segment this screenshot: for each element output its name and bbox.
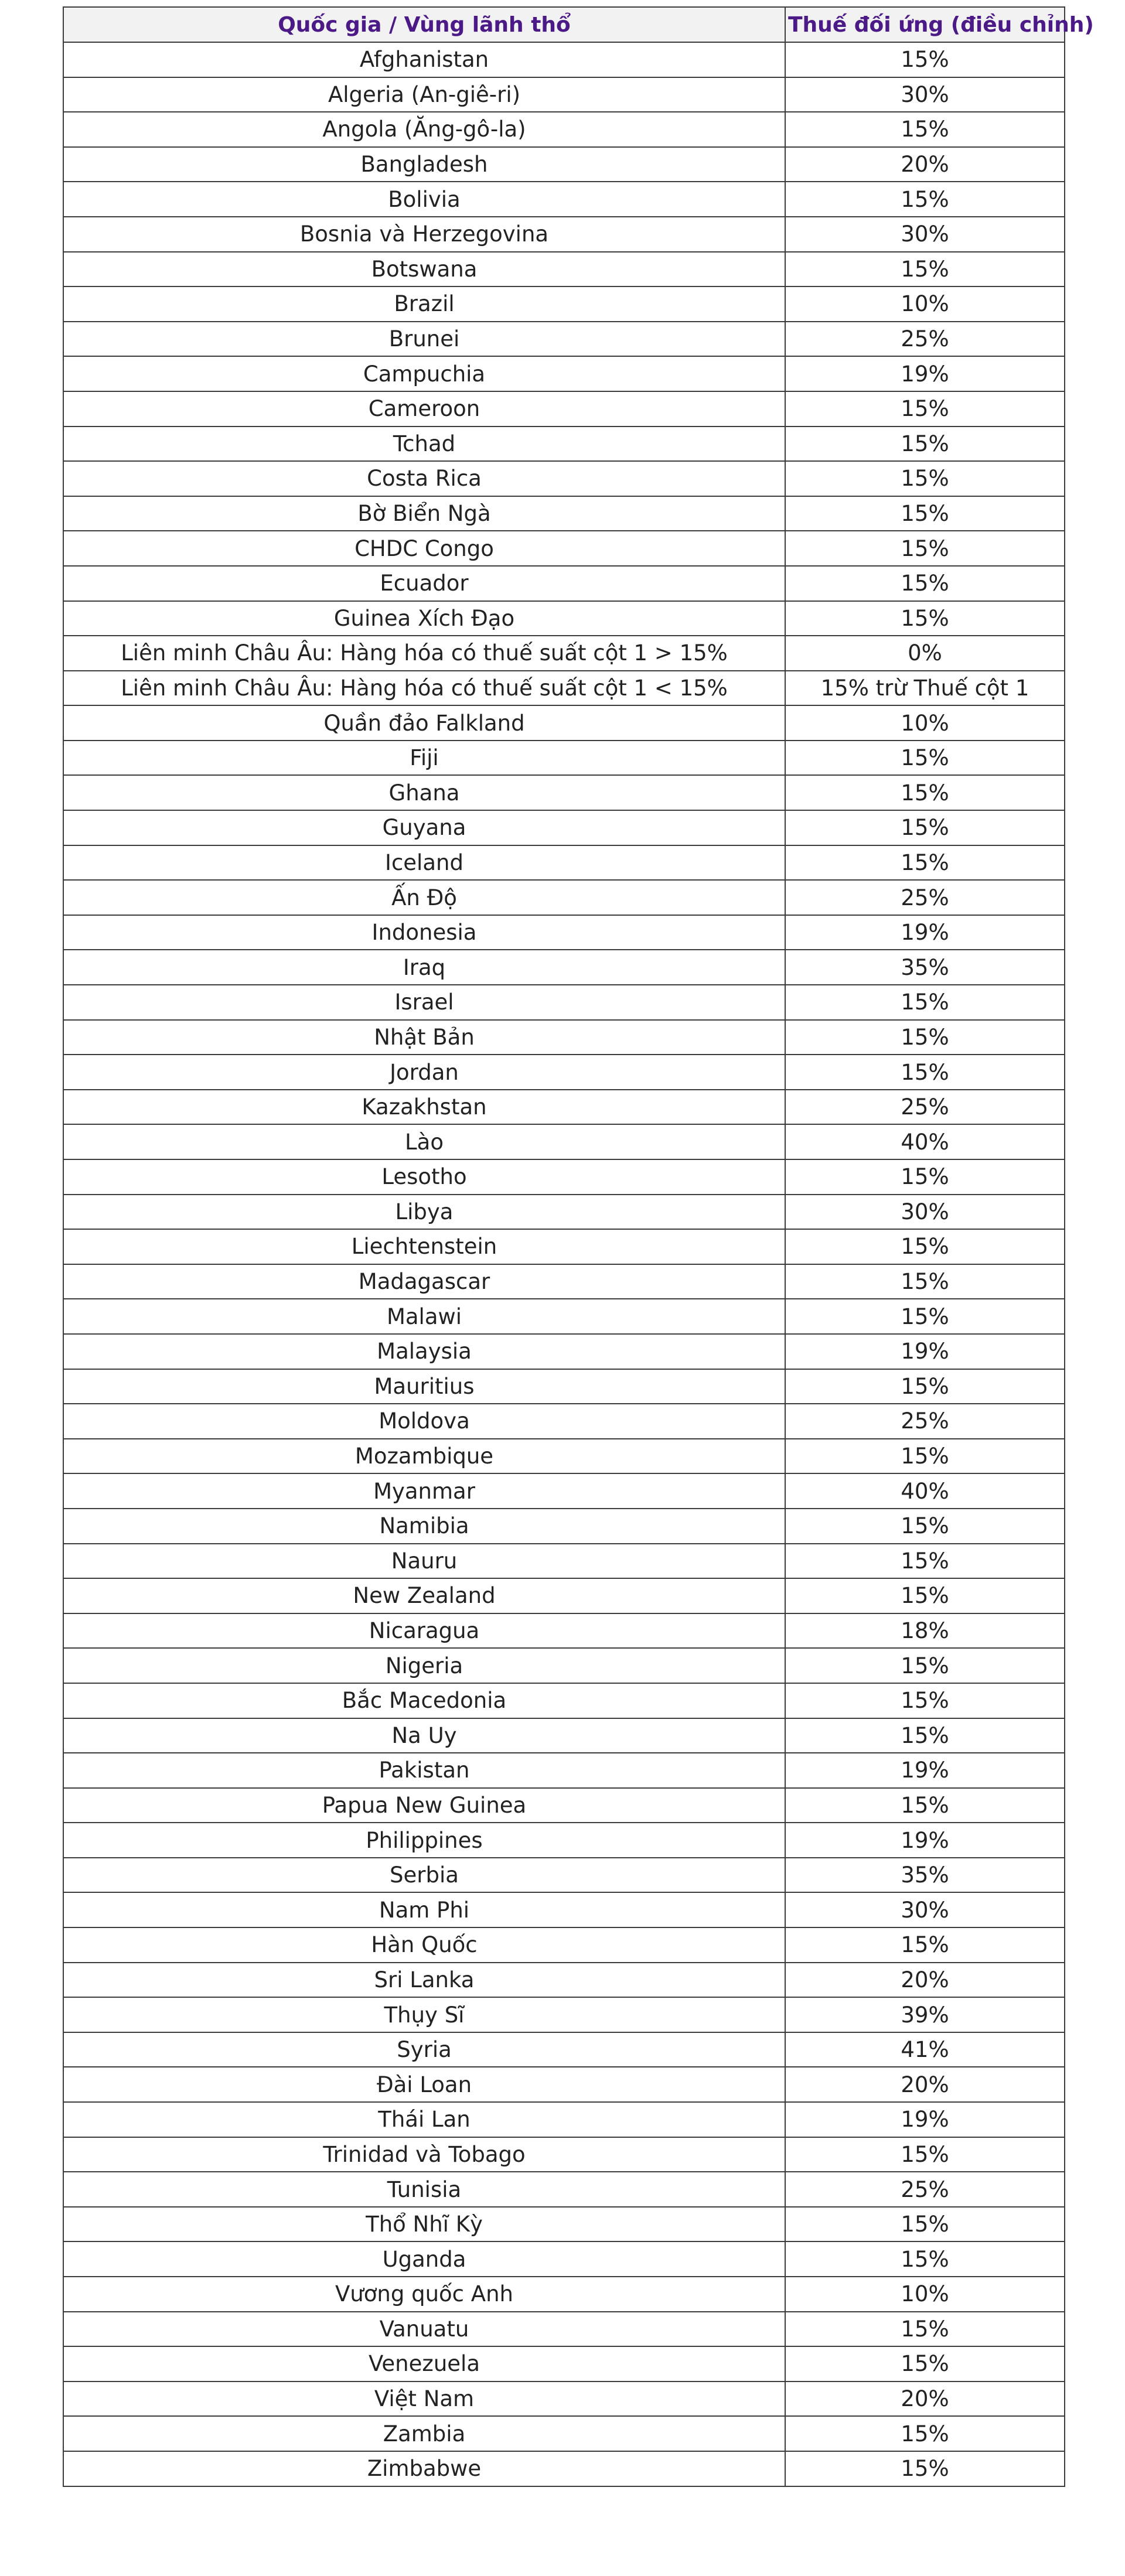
- rate-cell: 19%: [785, 2102, 1065, 2137]
- rate-cell: 40%: [785, 1124, 1065, 1159]
- table-row: [63, 1823, 1065, 1858]
- table-row: [63, 1509, 1065, 1544]
- country-cell: Papua New Guinea: [63, 1788, 785, 1823]
- rate-cell: 10%: [785, 286, 1065, 322]
- table-row: [63, 2137, 1065, 2172]
- country-cell: Malawi: [63, 1299, 785, 1334]
- rate-cell: 15%: [785, 112, 1065, 147]
- table-row: [63, 2277, 1065, 2312]
- country-cell: Kazakhstan: [63, 1090, 785, 1125]
- table-row: [63, 1439, 1065, 1474]
- country-cell: Angola (Ăng-gô-la): [63, 112, 785, 147]
- country-cell: Ecuador: [63, 566, 785, 601]
- country-cell: Venezuela: [63, 2346, 785, 2381]
- rate-cell: 25%: [785, 1404, 1065, 1439]
- table-row: [63, 880, 1065, 915]
- country-cell: Zimbabwe: [63, 2451, 785, 2486]
- country-cell: Thái Lan: [63, 2102, 785, 2137]
- table-row: [63, 1124, 1065, 1159]
- rate-cell: 19%: [785, 1334, 1065, 1369]
- rate-cell: 15%: [785, 2451, 1065, 2486]
- table-row: [63, 1892, 1065, 1927]
- country-cell: Fiji: [63, 741, 785, 776]
- table-row: [63, 741, 1065, 776]
- table-row: [63, 671, 1065, 706]
- table-row: [63, 705, 1065, 741]
- rate-cell: 20%: [785, 2381, 1065, 2417]
- table-row: [63, 1788, 1065, 1823]
- table-row: [63, 252, 1065, 287]
- table-row: [63, 217, 1065, 252]
- table-row: [63, 2451, 1065, 2486]
- country-cell: Iceland: [63, 845, 785, 881]
- rate-cell: 30%: [785, 1195, 1065, 1230]
- table-row: [63, 636, 1065, 671]
- table-row: [63, 147, 1065, 182]
- country-cell: Đài Loan: [63, 2067, 785, 2102]
- rate-cell: 19%: [785, 356, 1065, 391]
- rate-cell: 18%: [785, 1613, 1065, 1649]
- country-cell: Indonesia: [63, 915, 785, 950]
- rate-cell: 30%: [785, 1892, 1065, 1927]
- rate-cell: 15%: [785, 1439, 1065, 1474]
- country-cell: Syria: [63, 2032, 785, 2067]
- country-cell: Nauru: [63, 1544, 785, 1579]
- table-row: [63, 1718, 1065, 1753]
- country-cell: Bắc Macedonia: [63, 1683, 785, 1718]
- table-row: [63, 1927, 1065, 1963]
- rate-cell: 15%: [785, 1578, 1065, 1613]
- country-cell: Campuchia: [63, 356, 785, 391]
- rate-cell: 15%: [785, 1718, 1065, 1753]
- rate-cell: 15%: [785, 2137, 1065, 2172]
- country-cell: Thổ Nhĩ Kỳ: [63, 2207, 785, 2242]
- rate-cell: 15%: [785, 741, 1065, 776]
- rate-cell: 20%: [785, 147, 1065, 182]
- rate-cell: 15%: [785, 1264, 1065, 1299]
- country-cell: Mozambique: [63, 1439, 785, 1474]
- country-cell: Philippines: [63, 1823, 785, 1858]
- table-row: [63, 1544, 1065, 1579]
- table-row: [63, 1648, 1065, 1683]
- table-row: [63, 496, 1065, 531]
- table-row: [63, 1613, 1065, 1649]
- rate-cell: 15%: [785, 810, 1065, 845]
- rate-cell: 10%: [785, 2277, 1065, 2312]
- rate-cell: 35%: [785, 1858, 1065, 1893]
- table-row: [63, 1159, 1065, 1195]
- country-cell: Tunisia: [63, 2172, 785, 2207]
- rate-cell: 25%: [785, 2172, 1065, 2207]
- table-row: [63, 1404, 1065, 1439]
- rate-cell: 15%: [785, 1927, 1065, 1963]
- country-cell: Mauritius: [63, 1369, 785, 1404]
- table-row: [63, 1195, 1065, 1230]
- table-row: [63, 1020, 1065, 1055]
- table-row: [63, 1963, 1065, 1998]
- table-row: [63, 1683, 1065, 1718]
- table-row: [63, 1753, 1065, 1788]
- country-cell: Việt Nam: [63, 2381, 785, 2417]
- country-cell: Bangladesh: [63, 147, 785, 182]
- rate-cell: 10%: [785, 705, 1065, 741]
- table-row: [63, 1055, 1065, 1090]
- country-cell: Thụy Sĩ: [63, 1997, 785, 2032]
- rate-cell: 15%: [785, 1648, 1065, 1683]
- table-row: [63, 985, 1065, 1020]
- rate-cell: 19%: [785, 1753, 1065, 1788]
- rate-cell: 19%: [785, 1823, 1065, 1858]
- table-row: [63, 601, 1065, 636]
- rate-cell: 15%: [785, 1788, 1065, 1823]
- table-body: [63, 42, 1065, 2486]
- rate-cell: 30%: [785, 217, 1065, 252]
- rate-cell: 15%: [785, 985, 1065, 1020]
- country-cell: Tchad: [63, 427, 785, 462]
- table-row: [63, 77, 1065, 112]
- table-row: [63, 2207, 1065, 2242]
- rate-cell: 35%: [785, 950, 1065, 985]
- rate-cell: 15%: [785, 42, 1065, 77]
- country-cell: Ghana: [63, 775, 785, 810]
- rate-cell: 25%: [785, 1090, 1065, 1125]
- country-cell: Cameroon: [63, 391, 785, 427]
- rate-cell: 30%: [785, 77, 1065, 112]
- rate-cell: 15%: [785, 391, 1065, 427]
- table-row: [63, 461, 1065, 496]
- rate-cell: 15%: [785, 1299, 1065, 1334]
- country-cell: Sri Lanka: [63, 1963, 785, 1998]
- country-cell: Libya: [63, 1195, 785, 1230]
- country-cell: Trinidad và Tobago: [63, 2137, 785, 2172]
- table-row: [63, 2241, 1065, 2277]
- country-cell: Algeria (An-giê-ri): [63, 77, 785, 112]
- country-cell: Iraq: [63, 950, 785, 985]
- rate-cell: 15%: [785, 1055, 1065, 1090]
- rate-cell: 15%: [785, 1369, 1065, 1404]
- country-cell: Lesotho: [63, 1159, 785, 1195]
- rate-cell: 15%: [785, 496, 1065, 531]
- rate-cell: 15%: [785, 1683, 1065, 1718]
- country-cell: Liechtenstein: [63, 1229, 785, 1264]
- country-cell: Bờ Biển Ngà: [63, 496, 785, 531]
- table-row: [63, 2032, 1065, 2067]
- country-cell: Bosnia và Herzegovina: [63, 217, 785, 252]
- table-row: [63, 531, 1065, 566]
- rate-cell: 15%: [785, 1544, 1065, 1579]
- table-row: [63, 356, 1065, 391]
- country-cell: Guyana: [63, 810, 785, 845]
- table-row: [63, 950, 1065, 985]
- table-row: [63, 2416, 1065, 2451]
- rate-column-header: Thuế đối ứng (điều chỉnh): [785, 7, 1065, 42]
- table-row: [63, 1229, 1065, 1264]
- rate-cell: 15%: [785, 1229, 1065, 1264]
- table-row: [63, 810, 1065, 845]
- table-row: [63, 1090, 1065, 1125]
- table-row: [63, 1264, 1065, 1299]
- rate-cell: 39%: [785, 1997, 1065, 2032]
- country-cell: Quần đảo Falkland: [63, 705, 785, 741]
- country-cell: Madagascar: [63, 1264, 785, 1299]
- country-cell: Hàn Quốc: [63, 1927, 785, 1963]
- table-row: [63, 2067, 1065, 2102]
- country-cell: Nigeria: [63, 1648, 785, 1683]
- rate-cell: 40%: [785, 1473, 1065, 1509]
- rate-cell: 15%: [785, 1159, 1065, 1195]
- header-row: [63, 7, 1065, 42]
- rate-cell: 20%: [785, 2067, 1065, 2102]
- country-cell: Namibia: [63, 1509, 785, 1544]
- rate-cell: 15%: [785, 566, 1065, 601]
- rate-cell: 25%: [785, 322, 1065, 357]
- country-cell: Afghanistan: [63, 42, 785, 77]
- country-cell: Jordan: [63, 1055, 785, 1090]
- country-cell: Costa Rica: [63, 461, 785, 496]
- table-row: [63, 775, 1065, 810]
- table-row: [63, 427, 1065, 462]
- country-cell: Liên minh Châu Âu: Hàng hóa có thuế suất cột 1 > 15%: [63, 636, 785, 671]
- table-row: [63, 182, 1065, 217]
- country-cell: CHDC Congo: [63, 531, 785, 566]
- tariff-table: [63, 6, 1094, 2487]
- rate-cell: 15%: [785, 2312, 1065, 2347]
- rate-cell: 0%: [785, 636, 1065, 671]
- country-cell: Malaysia: [63, 1334, 785, 1369]
- country-cell: Brazil: [63, 286, 785, 322]
- table-row: [63, 2381, 1065, 2417]
- table-row: [63, 286, 1065, 322]
- table-row: [63, 915, 1065, 950]
- country-cell: Na Uy: [63, 1718, 785, 1753]
- rate-cell: 15%: [785, 845, 1065, 881]
- country-cell: Guinea Xích Đạo: [63, 601, 785, 636]
- rate-cell: 15%: [785, 1020, 1065, 1055]
- table-row: [63, 2172, 1065, 2207]
- country-cell: Uganda: [63, 2241, 785, 2277]
- country-cell: Myanmar: [63, 1473, 785, 1509]
- table-row: [63, 2102, 1065, 2137]
- table-row: [63, 2346, 1065, 2381]
- country-cell: Nhật Bản: [63, 1020, 785, 1055]
- rate-cell: 41%: [785, 2032, 1065, 2067]
- rate-cell: 15%: [785, 427, 1065, 462]
- table-row: [63, 1473, 1065, 1509]
- rate-cell: 15%: [785, 461, 1065, 496]
- rate-cell: 25%: [785, 880, 1065, 915]
- country-cell: Lào: [63, 1124, 785, 1159]
- country-cell: New Zealand: [63, 1578, 785, 1613]
- country-cell: Liên minh Châu Âu: Hàng hóa có thuế suất cột 1 < 15%: [63, 671, 785, 706]
- rate-cell: 15%: [785, 531, 1065, 566]
- country-cell: Zambia: [63, 2416, 785, 2451]
- rate-cell: 15%: [785, 252, 1065, 287]
- rate-cell: 15%: [785, 182, 1065, 217]
- table-row: [63, 1858, 1065, 1893]
- country-cell: Moldova: [63, 1404, 785, 1439]
- table-row: [63, 1369, 1065, 1404]
- rate-cell: 15%: [785, 1509, 1065, 1544]
- country-cell: Ấn Độ: [63, 880, 785, 915]
- table-row: [63, 391, 1065, 427]
- country-cell: Vương quốc Anh: [63, 2277, 785, 2312]
- table-row: [63, 1299, 1065, 1334]
- country-column-header: Quốc gia / Vùng lãnh thổ: [63, 7, 785, 42]
- rate-cell: 15%: [785, 775, 1065, 810]
- country-cell: Bolivia: [63, 182, 785, 217]
- country-cell: Israel: [63, 985, 785, 1020]
- table-row: [63, 1578, 1065, 1613]
- rate-cell: 15%: [785, 2346, 1065, 2381]
- country-cell: Vanuatu: [63, 2312, 785, 2347]
- rate-cell: 15%: [785, 2207, 1065, 2242]
- rate-cell: 19%: [785, 915, 1065, 950]
- country-cell: Serbia: [63, 1858, 785, 1893]
- table-row: [63, 845, 1065, 881]
- table-row: [63, 1997, 1065, 2032]
- country-cell: Brunei: [63, 322, 785, 357]
- rate-cell: 20%: [785, 1963, 1065, 1998]
- country-cell: Pakistan: [63, 1753, 785, 1788]
- rate-cell: 15%: [785, 2241, 1065, 2277]
- table-row: [63, 1334, 1065, 1369]
- table-row: [63, 322, 1065, 357]
- table-row: [63, 2312, 1065, 2347]
- rate-cell: 15% trừ Thuế cột 1: [785, 671, 1065, 706]
- rate-cell: 15%: [785, 601, 1065, 636]
- table-row: [63, 112, 1065, 147]
- country-cell: Nam Phi: [63, 1892, 785, 1927]
- country-cell: Botswana: [63, 252, 785, 287]
- table-row: [63, 566, 1065, 601]
- rate-cell: 15%: [785, 2416, 1065, 2451]
- country-cell: Nicaragua: [63, 1613, 785, 1649]
- table-row: [63, 42, 1065, 77]
